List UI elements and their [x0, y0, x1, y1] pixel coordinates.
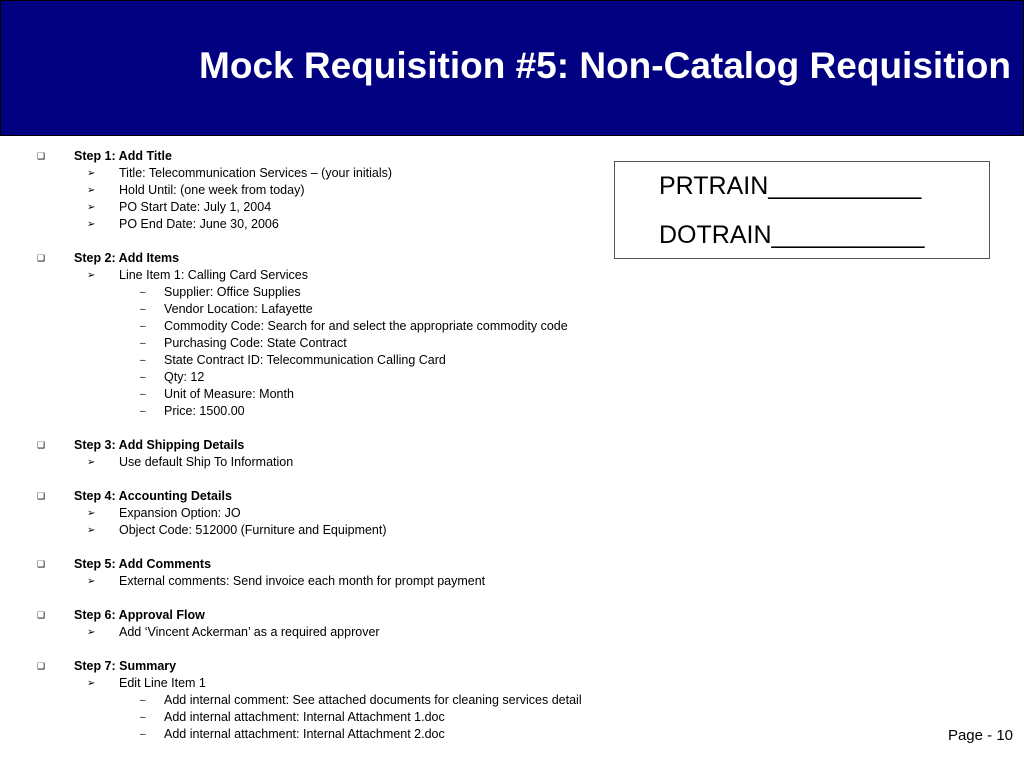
- arrow-bullet-icon: ➢: [87, 270, 96, 281]
- step-heading: [0, 148, 700, 165]
- step-item: [0, 216, 700, 233]
- dash-bullet-icon: –: [140, 304, 146, 315]
- slide-title: Mock Requisition #5: Non-Catalog Requisition: [199, 45, 1011, 86]
- checkbox-bullet-icon: ❑: [37, 661, 46, 671]
- step-subitem-text: Qty: 12: [164, 370, 205, 384]
- step-item: [0, 454, 700, 471]
- step-subitem: [0, 301, 700, 318]
- spacer: [0, 233, 700, 250]
- step-item: [0, 522, 700, 539]
- step-subitem-text: Add internal comment: See attached documents for cleaning services detail: [164, 693, 582, 707]
- checkbox-bullet-icon: ❑: [37, 253, 46, 263]
- arrow-bullet-icon: ➢: [87, 678, 96, 689]
- step-item-text: Hold Until: (one week from today): [119, 183, 305, 197]
- step-item: [0, 624, 700, 641]
- step-subitem: [0, 692, 700, 709]
- step-subitem-text: Unit of Measure: Month: [164, 387, 294, 401]
- step-heading: [0, 658, 700, 675]
- prtrain-line: PRTRAIN___________: [659, 172, 922, 200]
- dash-bullet-icon: –: [140, 406, 146, 417]
- training-ids-box: [614, 161, 990, 259]
- step-heading-text: Step 5: Add Comments: [74, 557, 212, 571]
- step-subitem: [0, 369, 700, 386]
- step-item: [0, 199, 700, 216]
- step-item: [0, 573, 700, 590]
- step-heading: [0, 437, 700, 454]
- step-subitem: [0, 335, 700, 352]
- step-subitem-text: State Contract ID: Telecommunication Calling Card: [164, 353, 446, 367]
- dash-bullet-icon: –: [140, 287, 146, 298]
- step-subitem-text: Add internal attachment: Internal Attachment 1.doc: [164, 710, 445, 724]
- arrow-bullet-icon: ➢: [87, 457, 96, 468]
- step-subitem: [0, 726, 700, 743]
- steps-list: [0, 148, 700, 743]
- dash-bullet-icon: –: [140, 712, 146, 723]
- spacer: [0, 641, 700, 658]
- dash-bullet-icon: –: [140, 389, 146, 400]
- dash-bullet-icon: –: [140, 372, 146, 383]
- checkbox-bullet-icon: ❑: [37, 559, 46, 569]
- step-item-text: External comments: Send invoice each month for prompt payment: [119, 574, 486, 588]
- step-item-text: Edit Line Item 1: [119, 676, 206, 690]
- dash-bullet-icon: –: [140, 321, 146, 332]
- step-subitem: [0, 709, 700, 726]
- step-item-text: Expansion Option: JO: [119, 506, 241, 520]
- spacer: [0, 539, 700, 556]
- arrow-bullet-icon: ➢: [87, 219, 96, 230]
- step-heading-text: Step 6: Approval Flow: [74, 608, 205, 622]
- arrow-bullet-icon: ➢: [87, 576, 96, 587]
- step-subitem-text: Price: 1500.00: [164, 404, 245, 418]
- step-heading: [0, 250, 700, 267]
- arrow-bullet-icon: ➢: [87, 525, 96, 536]
- step-heading: [0, 607, 700, 624]
- step-heading-text: Step 1: Add Title: [74, 149, 172, 163]
- spacer: [0, 420, 700, 437]
- dotrain-line: DOTRAIN___________: [659, 221, 925, 249]
- step-item-text: Use default Ship To Information: [119, 455, 294, 469]
- step-heading-text: Step 7: Summary: [74, 659, 177, 673]
- step-heading-text: Step 4: Accounting Details: [74, 489, 232, 503]
- step-subitem: [0, 352, 700, 369]
- arrow-bullet-icon: ➢: [87, 508, 96, 519]
- step-heading: [0, 556, 700, 573]
- dash-bullet-icon: –: [140, 355, 146, 366]
- arrow-bullet-icon: ➢: [87, 168, 96, 179]
- step-subitem: [0, 284, 700, 301]
- step-item: [0, 505, 700, 522]
- step-item: [0, 675, 700, 692]
- checkbox-bullet-icon: ❑: [37, 610, 46, 620]
- step-item-text: Line Item 1: Calling Card Services: [119, 268, 308, 282]
- step-heading-text: Step 2: Add Items: [74, 251, 180, 265]
- arrow-bullet-icon: ➢: [87, 627, 96, 638]
- step-item-text: Title: Telecommunication Services – (your initials): [119, 166, 393, 180]
- step-subitem-text: Add internal attachment: Internal Attachment 2.doc: [164, 727, 445, 741]
- step-item-text: PO End Date: June 30, 2006: [119, 217, 279, 231]
- spacer: [0, 471, 700, 488]
- step-subitem-text: Vendor Location: Lafayette: [164, 302, 313, 316]
- checkbox-bullet-icon: ❑: [37, 440, 46, 450]
- step-subitem-text: Purchasing Code: State Contract: [164, 336, 347, 350]
- step-heading-text: Step 3: Add Shipping Details: [74, 438, 245, 452]
- step-item: [0, 182, 700, 199]
- step-item: [0, 165, 700, 182]
- dash-bullet-icon: –: [140, 338, 146, 349]
- step-heading: [0, 488, 700, 505]
- step-item-text: PO Start Date: July 1, 2004: [119, 200, 272, 214]
- dash-bullet-icon: –: [140, 729, 146, 740]
- step-subitem-text: Commodity Code: Search for and select the appropriate commodity code: [164, 319, 568, 333]
- title-banner: [0, 0, 1024, 136]
- step-subitem: [0, 403, 700, 420]
- arrow-bullet-icon: ➢: [87, 185, 96, 196]
- arrow-bullet-icon: ➢: [87, 202, 96, 213]
- spacer: [0, 590, 700, 607]
- step-subitem: [0, 386, 700, 403]
- dash-bullet-icon: –: [140, 695, 146, 706]
- step-item: [0, 267, 700, 284]
- step-subitem: [0, 318, 700, 335]
- step-item-text: Add ‘Vincent Ackerman’ as a required approver: [119, 625, 380, 639]
- step-subitem-text: Supplier: Office Supplies: [164, 285, 301, 299]
- step-item-text: Object Code: 512000 (Furniture and Equipment): [119, 523, 387, 537]
- checkbox-bullet-icon: ❑: [37, 491, 46, 501]
- checkbox-bullet-icon: ❑: [37, 151, 46, 161]
- page-number: Page - 10: [947, 727, 1013, 744]
